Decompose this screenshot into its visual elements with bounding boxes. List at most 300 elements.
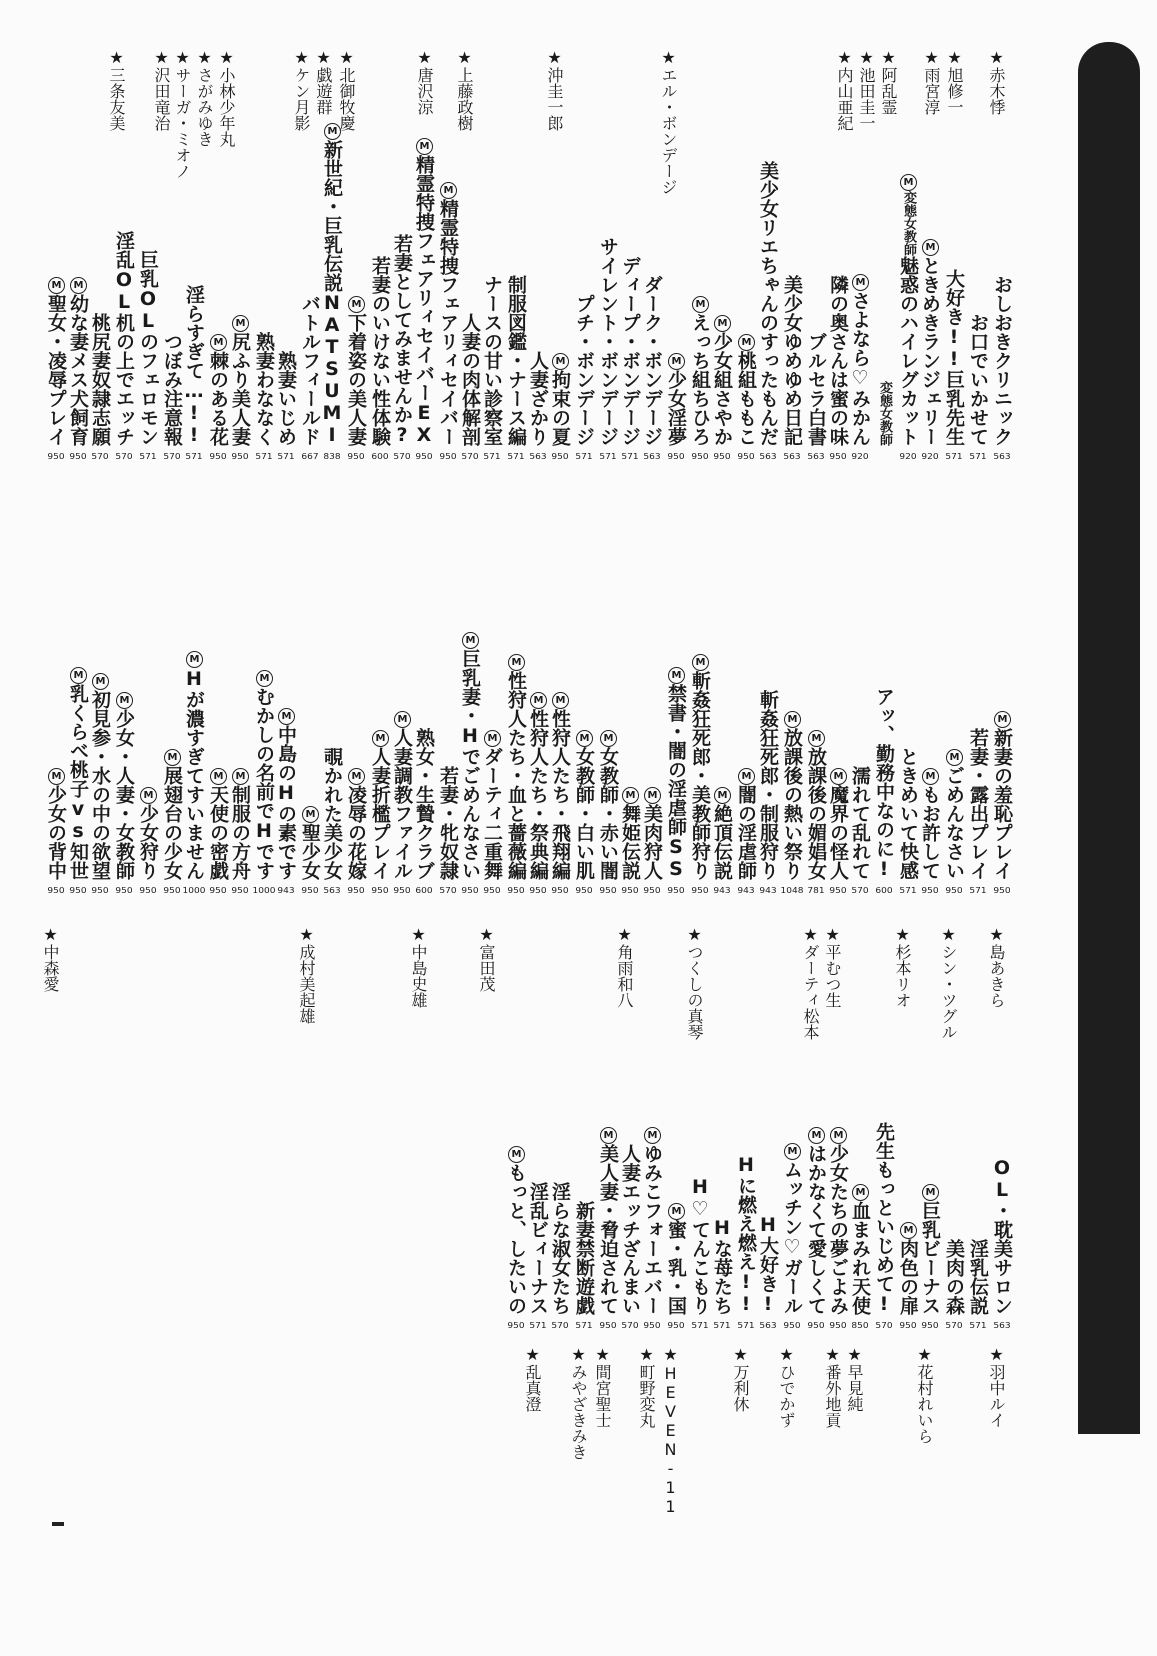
book-title: M桃組ももこ bbox=[734, 334, 758, 446]
book-price: 570 bbox=[851, 886, 869, 896]
book-title: 熟女・生贄クラブ bbox=[413, 728, 435, 880]
book-price: 950 bbox=[439, 452, 457, 462]
book-entry bbox=[596, 237, 620, 446]
book-price: 950 bbox=[415, 452, 433, 462]
book-entry bbox=[572, 294, 596, 446]
title-banner bbox=[1078, 42, 1140, 1434]
book-price: 950 bbox=[945, 886, 963, 896]
max-series-mark: M bbox=[348, 296, 365, 313]
author-name: ★沢田竜治 bbox=[152, 48, 171, 131]
book-price: 950 bbox=[575, 886, 593, 896]
book-entry bbox=[504, 652, 528, 880]
book-title: M少女たちの夢ごよみ bbox=[826, 1127, 850, 1315]
book-entry bbox=[88, 671, 112, 880]
book-title: M闇の淫虐師 bbox=[734, 768, 758, 880]
book-entry bbox=[368, 728, 392, 880]
book-title: M棘のある花 bbox=[206, 334, 230, 446]
book-price: 571 bbox=[575, 1321, 593, 1331]
book-price: 570 bbox=[163, 452, 181, 462]
max-series-mark: M bbox=[210, 334, 227, 351]
max-series-mark: M bbox=[508, 1146, 525, 1163]
book-entry bbox=[804, 728, 828, 880]
max-series-mark: M bbox=[714, 315, 731, 332]
book-title: MHが濃すぎてすいません bbox=[182, 651, 206, 880]
book-entry bbox=[826, 766, 850, 880]
max-series-mark: M bbox=[946, 749, 963, 766]
book-price: 950 bbox=[115, 886, 133, 896]
max-series-mark: M bbox=[808, 1127, 825, 1144]
author-name: ★羽中ルイ bbox=[987, 1345, 1006, 1428]
book-title: 淫乱ビィーナス bbox=[527, 1182, 549, 1315]
book-title: Mもお許して bbox=[918, 768, 942, 880]
book-entry bbox=[344, 294, 368, 446]
book-price: 950 bbox=[69, 886, 87, 896]
book-entry bbox=[298, 294, 322, 446]
max-series-mark: M bbox=[210, 768, 227, 785]
book-price: 571 bbox=[969, 452, 987, 462]
max-series-mark: M bbox=[852, 1184, 869, 1201]
book-entry bbox=[688, 652, 712, 880]
book-entry bbox=[896, 1220, 920, 1315]
book-entry bbox=[826, 1125, 850, 1315]
max-series-mark: M bbox=[440, 182, 457, 199]
book-entry bbox=[548, 1182, 572, 1315]
book-price: 570 bbox=[621, 1321, 639, 1331]
book-title: M新世紀・巨乳伝説NATSUMI bbox=[320, 123, 344, 446]
book-entry bbox=[734, 1154, 758, 1315]
book-title: ナースの甘い診察室 bbox=[481, 275, 503, 446]
max-series-mark: M bbox=[232, 768, 249, 785]
book-title: M中島のHの素です bbox=[274, 708, 298, 880]
book-entry bbox=[896, 747, 920, 880]
book-entry bbox=[664, 1201, 688, 1315]
book-title: M制服の方舟 bbox=[228, 768, 252, 880]
book-price: 950 bbox=[783, 1321, 801, 1331]
book-title: Mえっち組ちひろ bbox=[688, 296, 712, 446]
book-price: 950 bbox=[209, 452, 227, 462]
book-title: M下着姿の美人妻 bbox=[344, 296, 368, 446]
book-price: 950 bbox=[461, 886, 479, 896]
book-entry bbox=[548, 690, 572, 880]
book-price: 1000 bbox=[252, 886, 276, 896]
book-title: 桃尻妻奴隷志願 bbox=[89, 313, 111, 446]
book-price: 570 bbox=[439, 886, 457, 896]
book-title: 若妻・牝奴隷 bbox=[437, 766, 459, 880]
max-series-mark: M bbox=[256, 670, 273, 687]
book-price: 563 bbox=[323, 886, 341, 896]
book-entry bbox=[990, 275, 1014, 446]
book-price: 950 bbox=[643, 1321, 661, 1331]
book-price: 571 bbox=[969, 886, 987, 896]
book-entry bbox=[136, 250, 160, 446]
book-entry bbox=[572, 728, 596, 880]
book-title: 美少女リエちゃんのすったもんだ bbox=[757, 161, 779, 446]
book-price: 950 bbox=[713, 452, 731, 462]
book-price: 950 bbox=[921, 886, 939, 896]
book-price: 950 bbox=[529, 886, 547, 896]
book-title: 制服図鑑・ナース編 bbox=[505, 275, 527, 446]
book-price: 950 bbox=[231, 886, 249, 896]
book-entry bbox=[918, 766, 942, 880]
author-name: ★内山亜紀 bbox=[835, 48, 854, 131]
book-title: 美肉の森 bbox=[943, 1239, 965, 1315]
book-price: 943 bbox=[277, 886, 295, 896]
book-price: 838 bbox=[323, 452, 341, 462]
book-title: M女教師・赤い闇 bbox=[596, 730, 620, 880]
max-series-mark: M bbox=[922, 1184, 939, 1201]
max-series-mark: M bbox=[348, 768, 365, 785]
max-series-mark: M bbox=[644, 787, 661, 804]
book-title: Mときめきランジェリー bbox=[918, 239, 942, 446]
book-price: 563 bbox=[529, 452, 547, 462]
book-title: M初見参・水の中の欲望 bbox=[88, 673, 112, 880]
book-price: 950 bbox=[993, 886, 1011, 896]
max-series-mark: M bbox=[302, 806, 319, 823]
author-name: ★サーガ・ミオノ bbox=[173, 48, 192, 179]
max-series-mark: M bbox=[922, 768, 939, 785]
book-title: M絶頂伝説 bbox=[710, 787, 734, 880]
author-name: ★シン・ツグル bbox=[939, 925, 958, 1040]
book-entry bbox=[710, 785, 734, 880]
book-title: M幼な妻メス犬飼育 bbox=[66, 277, 90, 446]
book-title: 淫乱OL机の上でエッチ bbox=[113, 231, 135, 446]
max-series-mark: M bbox=[738, 334, 755, 351]
book-title: M美人妻・脅迫されて bbox=[596, 1127, 620, 1315]
book-entry bbox=[548, 351, 572, 446]
book-price: 950 bbox=[69, 452, 87, 462]
book-price: 571 bbox=[737, 1321, 755, 1331]
book-price: 950 bbox=[47, 886, 65, 896]
book-price: 950 bbox=[551, 886, 569, 896]
book-title: 覗かれた美少女 bbox=[321, 747, 343, 880]
book-price: 950 bbox=[921, 1321, 939, 1331]
book-price: 563 bbox=[993, 1321, 1011, 1331]
book-title: M尻ふり美人妻 bbox=[228, 315, 252, 446]
book-title: 若妻のいけない性体験 bbox=[369, 256, 391, 446]
book-price: 571 bbox=[945, 452, 963, 462]
book-entry bbox=[596, 1125, 620, 1315]
book-price: 600 bbox=[875, 886, 893, 896]
book-entry bbox=[320, 126, 344, 446]
max-series-mark: M bbox=[852, 274, 869, 291]
book-entry bbox=[942, 269, 966, 446]
book-entry bbox=[504, 1144, 528, 1315]
book-price: 950 bbox=[91, 886, 109, 896]
book-entry bbox=[688, 1176, 712, 1315]
max-series-mark: M bbox=[622, 787, 639, 804]
max-series-mark: M bbox=[668, 1203, 685, 1220]
author-name: ★みやざきみき bbox=[569, 1345, 588, 1460]
author-name: ★平むつ生 bbox=[823, 925, 842, 1008]
max-series-mark: M bbox=[508, 654, 525, 671]
max-series-mark: M bbox=[576, 730, 593, 747]
book-entry bbox=[206, 332, 230, 446]
book-title: Mむかしの名前でHです bbox=[252, 670, 276, 880]
book-entry bbox=[252, 332, 276, 446]
book-title: M美肉狩人 bbox=[640, 787, 664, 880]
book-title: ときめいて快感 bbox=[897, 747, 919, 880]
book-title: 大好き!!巨乳先生 bbox=[943, 269, 965, 446]
book-price: 570 bbox=[551, 1321, 569, 1331]
author-name: ★中島史雄 bbox=[409, 925, 428, 1008]
book-title: ディープ・ボンデージ bbox=[619, 256, 641, 446]
book-entry bbox=[640, 275, 664, 446]
author-name: ★乱真澄 bbox=[523, 1345, 542, 1412]
book-entry bbox=[826, 275, 850, 446]
author-name: ★ダーティ松本 bbox=[801, 925, 820, 1040]
book-entry bbox=[66, 275, 90, 446]
book-price: 563 bbox=[807, 452, 825, 462]
book-entry bbox=[804, 332, 828, 446]
author-name: ★雨宮淳 bbox=[922, 48, 941, 115]
book-price: 950 bbox=[47, 452, 65, 462]
max-series-mark: M bbox=[92, 673, 109, 690]
max-series-mark: M bbox=[530, 692, 547, 709]
author-name: ★つくしの真琴 bbox=[685, 925, 704, 1040]
book-price: 950 bbox=[393, 886, 411, 896]
max-series-mark: M bbox=[324, 123, 341, 140]
book-entry bbox=[344, 766, 368, 880]
book-price: 943 bbox=[713, 886, 731, 896]
book-price: 950 bbox=[301, 886, 319, 896]
book-price: 571 bbox=[529, 1321, 547, 1331]
book-price: 950 bbox=[483, 886, 501, 896]
book-price: 950 bbox=[347, 452, 365, 462]
book-title: M凌辱の花嫁 bbox=[344, 768, 368, 880]
max-series-mark: M bbox=[140, 787, 157, 804]
author-name: ★成村美起雄 bbox=[297, 925, 316, 1024]
book-price: 600 bbox=[371, 452, 389, 462]
book-title: プチ・ボンデージ bbox=[573, 294, 595, 446]
max-series-mark: M bbox=[462, 632, 479, 649]
book-price: 950 bbox=[829, 452, 847, 462]
book-entry bbox=[756, 690, 780, 880]
author-name: ★花村れいら bbox=[915, 1345, 934, 1444]
author-name: ★エル・ボンデージ bbox=[659, 48, 678, 195]
book-price: 571 bbox=[713, 1321, 731, 1331]
book-entry bbox=[804, 1125, 828, 1315]
max-series-mark: M bbox=[644, 1127, 661, 1144]
book-entry bbox=[182, 285, 206, 446]
book-title: Mはかなくて愛しくて bbox=[804, 1127, 828, 1315]
book-price: 571 bbox=[277, 452, 295, 462]
author-name: ★万利休 bbox=[731, 1345, 750, 1412]
book-title bbox=[872, 381, 896, 446]
max-series-mark: M bbox=[784, 711, 801, 728]
book-entry bbox=[780, 1144, 804, 1315]
max-series-mark: M bbox=[692, 654, 709, 671]
book-entry bbox=[274, 351, 298, 446]
book-entry bbox=[160, 747, 184, 880]
book-entry bbox=[848, 1182, 872, 1315]
book-title: Hに燃え燃え!! bbox=[735, 1154, 757, 1315]
author-name: ★沖圭一郎 bbox=[545, 48, 564, 131]
book-entry bbox=[734, 766, 758, 880]
delivery-label bbox=[52, 1522, 64, 1526]
book-entry bbox=[480, 728, 504, 880]
book-price: 950 bbox=[643, 886, 661, 896]
author-name: ★旭修一 bbox=[945, 48, 964, 115]
book-price: 950 bbox=[691, 452, 709, 462]
book-price: 920 bbox=[921, 452, 939, 462]
book-title: M人妻調教ファイル bbox=[390, 711, 414, 880]
book-entry bbox=[390, 234, 414, 446]
book-price: 563 bbox=[643, 452, 661, 462]
max-series-mark: M bbox=[900, 174, 917, 191]
author-name: ★中森愛 bbox=[41, 925, 60, 992]
book-price: 571 bbox=[969, 1321, 987, 1331]
book-price: 571 bbox=[691, 1321, 709, 1331]
book-title: 熟妻いじめ bbox=[275, 351, 297, 446]
book-price: 563 bbox=[759, 1321, 777, 1331]
max-series-mark: M bbox=[416, 138, 433, 155]
book-price: 571 bbox=[139, 452, 157, 462]
book-entry bbox=[458, 635, 482, 880]
book-title: つぼみ注意報 bbox=[161, 332, 183, 446]
book-price: 571 bbox=[507, 452, 525, 462]
max-series-mark: M bbox=[738, 768, 755, 785]
book-price: 950 bbox=[807, 1321, 825, 1331]
max-series-mark: M bbox=[714, 787, 731, 804]
author-name: ★さがみゆき bbox=[195, 48, 214, 147]
book-title: M放課後の熱い祭り bbox=[780, 711, 804, 880]
max-series-mark: M bbox=[784, 1143, 801, 1160]
book-entry bbox=[526, 351, 550, 446]
book-price: 950 bbox=[829, 886, 847, 896]
book-entry bbox=[206, 766, 230, 880]
book-title: Mムッチン♡ガール bbox=[780, 1143, 804, 1315]
book-entry bbox=[664, 351, 688, 446]
book-entry bbox=[710, 1217, 734, 1315]
book-price: 920 bbox=[851, 452, 869, 462]
book-title: 若妻・露出プレイ bbox=[967, 728, 989, 880]
book-entry bbox=[942, 747, 966, 880]
max-series-mark: M bbox=[552, 692, 569, 709]
book-title: 淫らな淑女たち bbox=[549, 1182, 571, 1315]
book-title: Mもっと、したいの bbox=[504, 1146, 528, 1315]
max-series-mark: M bbox=[186, 651, 203, 668]
book-price: 667 bbox=[301, 452, 319, 462]
max-series-mark: M bbox=[116, 692, 133, 709]
max-series-mark: M bbox=[830, 1127, 847, 1144]
max-series-mark: M bbox=[232, 315, 249, 332]
book-entry bbox=[966, 728, 990, 880]
book-price: 571 bbox=[599, 452, 617, 462]
book-entry bbox=[412, 728, 436, 880]
book-price: 950 bbox=[667, 452, 685, 462]
book-entry bbox=[780, 275, 804, 446]
author-name: ★番外地貢 bbox=[823, 1345, 842, 1428]
book-entry bbox=[298, 804, 322, 880]
book-entry bbox=[966, 1239, 990, 1315]
book-title: 熟妻わななく bbox=[253, 332, 275, 446]
book-entry bbox=[436, 180, 460, 446]
book-title: M巨乳妻・Hでごめんなさい bbox=[458, 632, 482, 880]
author-name: ★池田圭一 bbox=[857, 48, 876, 131]
book-price: 950 bbox=[507, 1321, 525, 1331]
max-series-mark: M bbox=[668, 353, 685, 370]
author-name: ★早見純 bbox=[845, 1345, 864, 1412]
book-title: 淫らすぎて…!! bbox=[183, 285, 205, 446]
book-title: M蜜・乳・国 bbox=[664, 1203, 688, 1315]
book-title: M少女の背中 bbox=[44, 768, 68, 880]
book-entry bbox=[618, 256, 642, 446]
book-entry bbox=[480, 275, 504, 446]
book-price: 571 bbox=[899, 886, 917, 896]
book-price: 950 bbox=[899, 1321, 917, 1331]
book-title: M少女組さやか bbox=[710, 315, 734, 446]
book-title: おしおきクリニック bbox=[991, 275, 1013, 446]
book-title: 淫乳伝説 bbox=[967, 1239, 989, 1315]
author-name: ★ケン月影 bbox=[292, 48, 311, 131]
book-title: Mゆみこフォーエバー bbox=[640, 1127, 664, 1315]
book-title: M少女淫夢 bbox=[664, 353, 688, 446]
book-entry bbox=[526, 1182, 550, 1315]
book-entry bbox=[942, 1239, 966, 1315]
book-price: 570 bbox=[91, 452, 109, 462]
author-name: ★三条友美 bbox=[107, 48, 126, 131]
book-title: Hな苺たち bbox=[711, 1217, 733, 1315]
book-title: ブルセラ白書 bbox=[805, 332, 827, 446]
book-entry bbox=[112, 690, 136, 880]
book-entry bbox=[756, 1214, 780, 1315]
book-price: 950 bbox=[209, 886, 227, 896]
book-entry bbox=[44, 275, 68, 446]
max-series-mark: M bbox=[900, 1222, 917, 1239]
book-title: お口でいかせて bbox=[967, 313, 989, 446]
book-entry bbox=[112, 231, 136, 446]
book-entry bbox=[896, 171, 920, 447]
max-series-mark: M bbox=[994, 711, 1011, 728]
max-series-mark: M bbox=[830, 768, 847, 785]
max-series-mark: M bbox=[668, 667, 685, 684]
book-entry bbox=[274, 709, 298, 880]
book-entry bbox=[872, 1122, 896, 1315]
book-title: M天使の密戯 bbox=[206, 768, 230, 880]
author-name: ★赤木悸 bbox=[987, 48, 1006, 115]
book-subtitle: 変態女教師 bbox=[901, 191, 916, 256]
author-name: ★戯遊群 bbox=[314, 48, 333, 115]
max-series-mark: M bbox=[70, 277, 87, 294]
book-entry bbox=[990, 709, 1014, 880]
book-price: 850 bbox=[851, 1321, 869, 1331]
book-price: 1048 bbox=[780, 886, 804, 896]
book-entry bbox=[526, 690, 550, 880]
max-series-mark: M bbox=[48, 768, 65, 785]
book-price: 950 bbox=[231, 452, 249, 462]
book-title: 巨乳OLのフェロモン bbox=[137, 250, 159, 446]
book-entry bbox=[780, 709, 804, 880]
book-price: 571 bbox=[483, 452, 501, 462]
book-entry bbox=[918, 237, 942, 446]
book-entry bbox=[848, 275, 872, 446]
book-title: M新妻の羞恥プレイ bbox=[990, 711, 1014, 880]
book-title: OL・耽美サロン bbox=[991, 1157, 1013, 1315]
book-title: M精霊特捜フェアリィセイバー bbox=[436, 182, 460, 446]
book-entry bbox=[44, 766, 68, 880]
book-price: 950 bbox=[163, 886, 181, 896]
book-title: M舞姫伝説 bbox=[618, 787, 642, 880]
book-title: 若妻としてみませんか? bbox=[391, 234, 413, 446]
author-name: ★HEVEN-11 bbox=[661, 1345, 680, 1516]
book-entry bbox=[572, 1201, 596, 1315]
max-series-mark: M bbox=[484, 730, 501, 747]
book-entry bbox=[252, 671, 276, 880]
book-title: M斬姦狂死郎・美教師狩り bbox=[688, 654, 712, 880]
book-price: 781 bbox=[807, 886, 825, 896]
book-entry bbox=[734, 332, 758, 446]
book-title: M巨乳ビーナス bbox=[918, 1184, 942, 1315]
